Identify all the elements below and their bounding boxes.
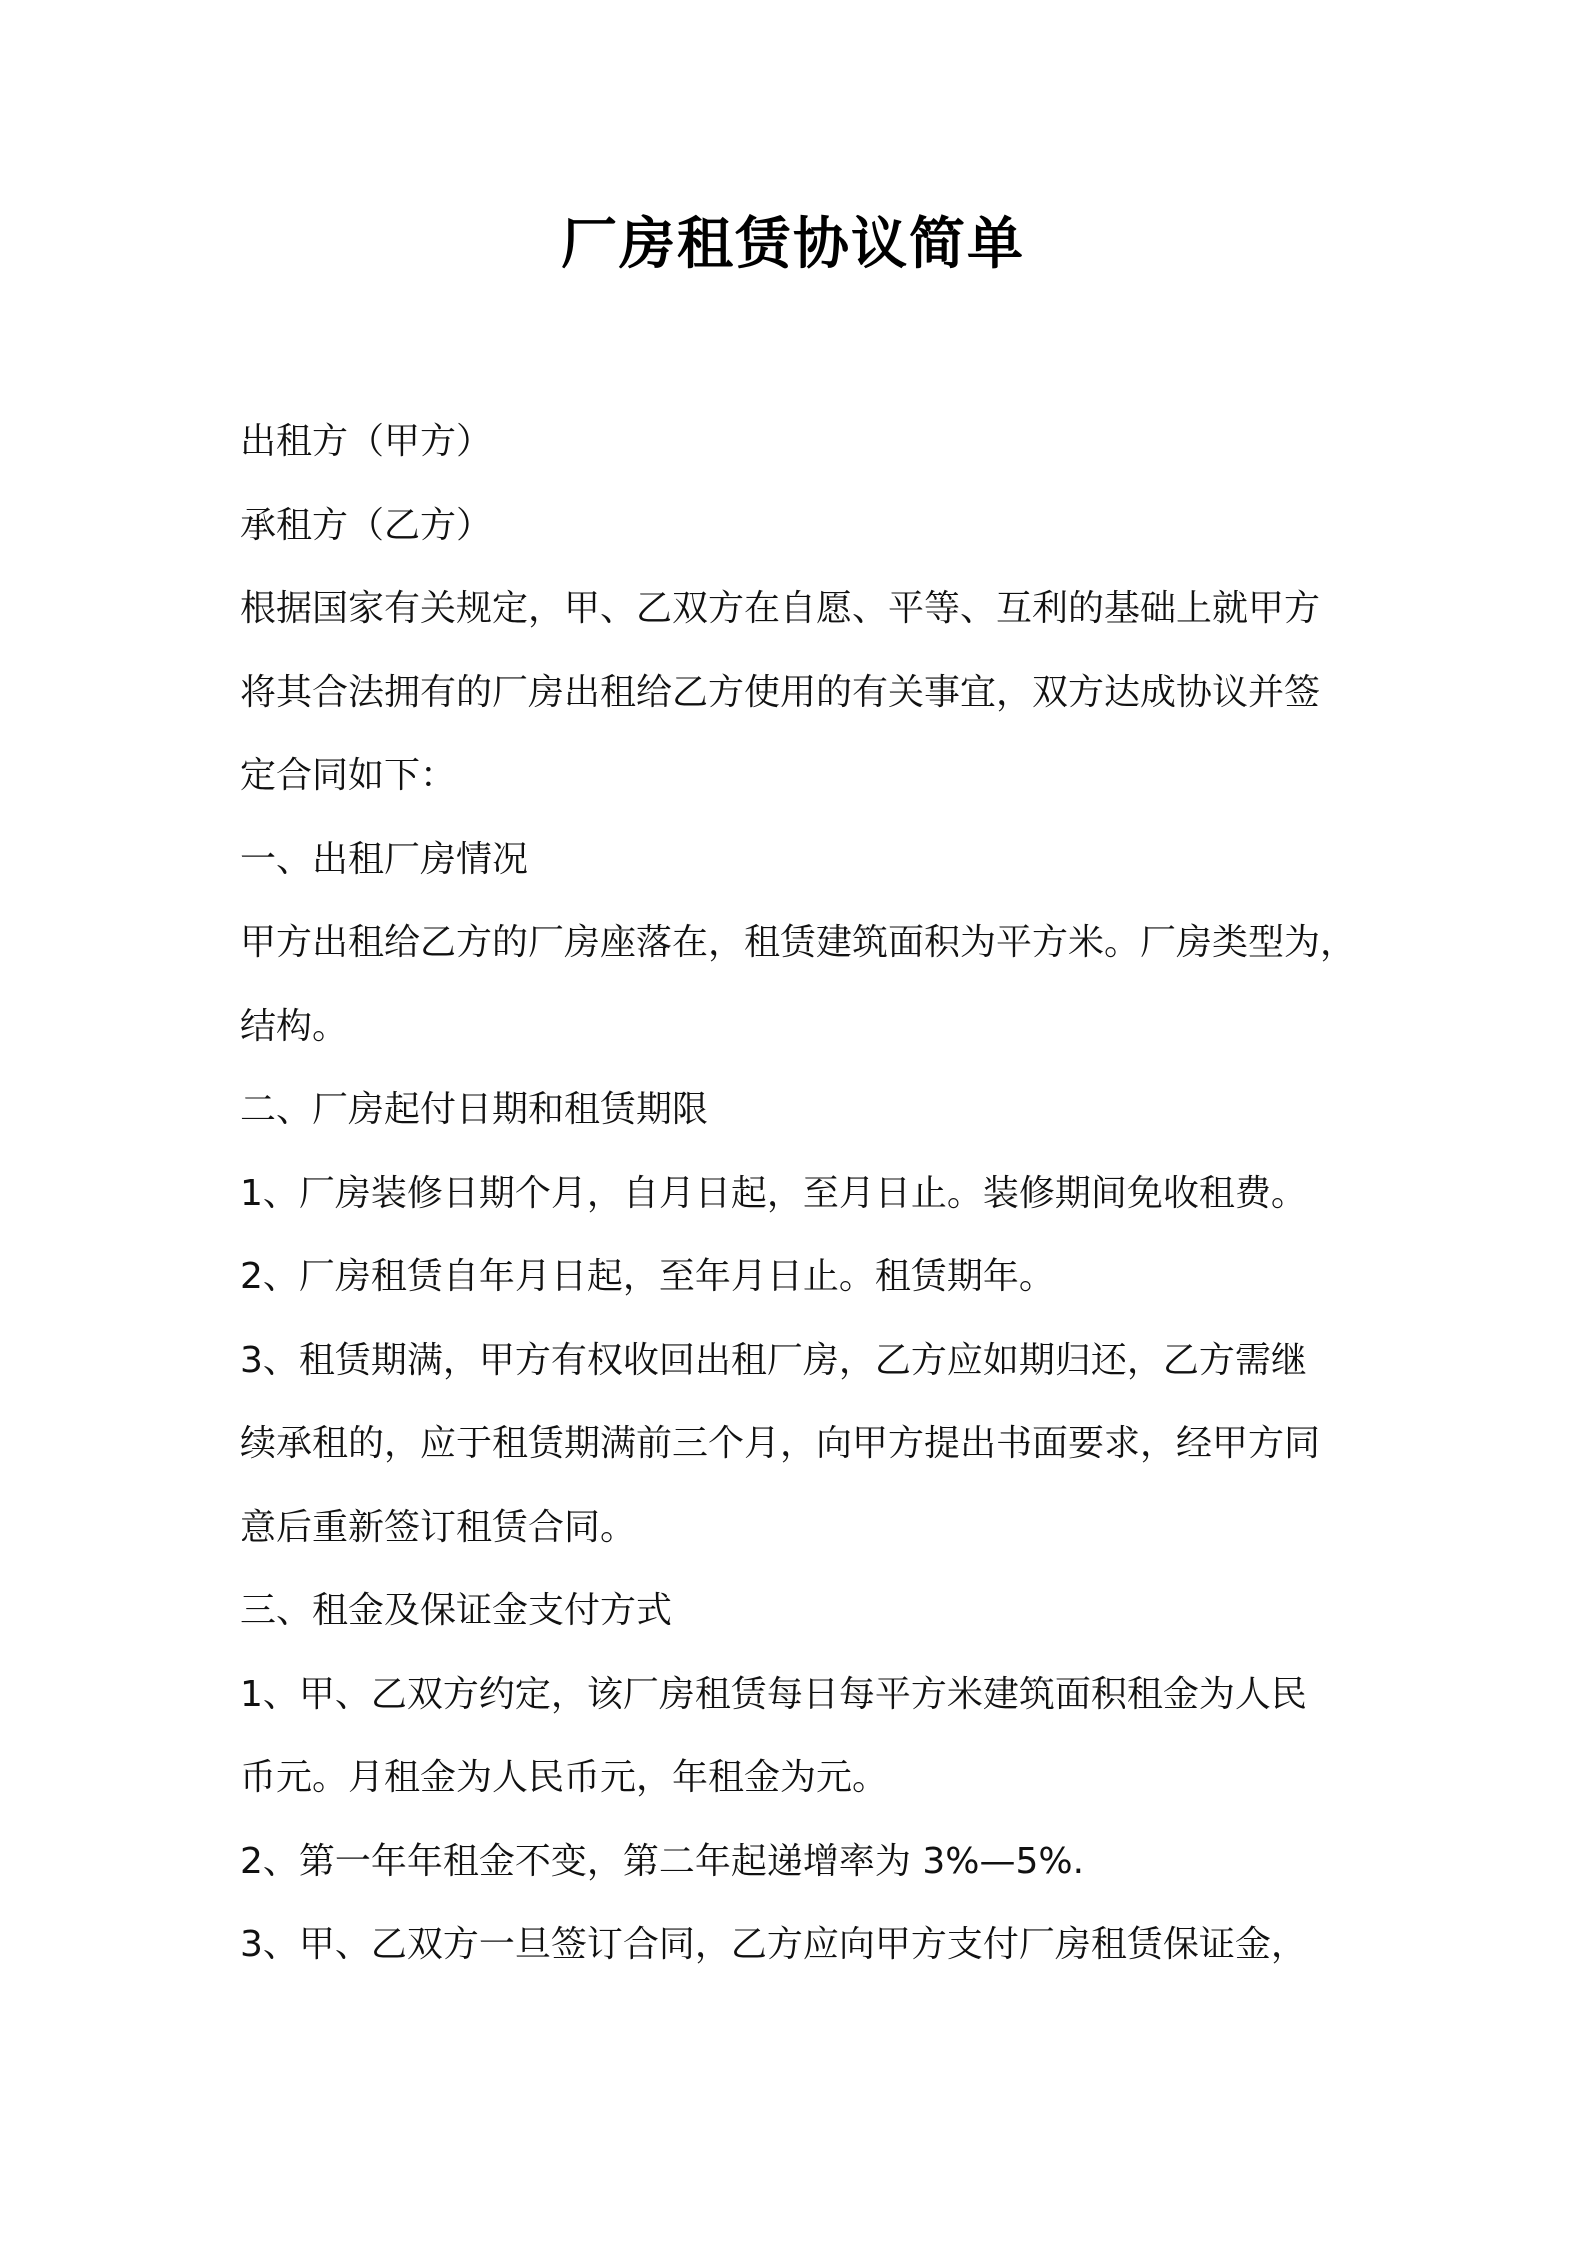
clause-line: 2、厂房租赁自年月日起，至年月日止。租赁期年。 [240,1256,1055,1297]
section-heading: 一、出租厂房情况 [240,838,529,880]
paragraph-line: 甲方出租给乙方的厂房座落在，租赁建筑面积为平方米。厂房类型为， [240,922,1357,963]
clause-line: 2、第一年年租金不变，第二年起递增率为 3%—5%. [240,1840,1085,1882]
clause-line: 3、租赁期满，甲方有权收回出租厂房，乙方应如期归还，乙方需继 [240,1339,1307,1381]
document-title: 厂房租赁协议简单 [561,212,1025,277]
preamble-line: 定合同如下： [240,755,457,796]
clause-line: 续承租的，应于租赁期满前三个月，向甲方提出书面要求，经甲方同 [240,1423,1321,1464]
document-body [240,400,1360,1987]
clause-line: 3、甲、乙双方一旦签订合同，乙方应向甲方支付厂房租赁保证金， [240,1924,1307,1965]
clause-line: 币元。月租金为人民币元，年租金为元。 [240,1757,889,1798]
clause-line: 意后重新签订租赁合同。 [240,1506,637,1548]
party-a-line: 出租方（甲方） [240,421,493,462]
section-heading: 三、租金及保证金支付方式 [240,1590,673,1631]
paragraph-line: 结构。 [240,1005,349,1047]
clause-line: 1、厂房装修日期个月，自月日起，至月日止。装修期间免收租费。 [240,1172,1307,1214]
preamble-line: 将其合法拥有的厂房出租给乙方使用的有关事宜，双方达成协议并签 [240,671,1321,713]
clause-line: 1、甲、乙双方约定，该厂房租赁每日每平方米建筑面积租金为人民 [240,1673,1307,1715]
preamble-line: 根据国家有关规定，甲、乙双方在自愿、平等、互利的基础上就甲方 [240,588,1321,629]
section-heading: 二、厂房起付日期和租赁期限 [240,1089,709,1130]
party-b-line: 承租方（乙方） [240,504,493,546]
